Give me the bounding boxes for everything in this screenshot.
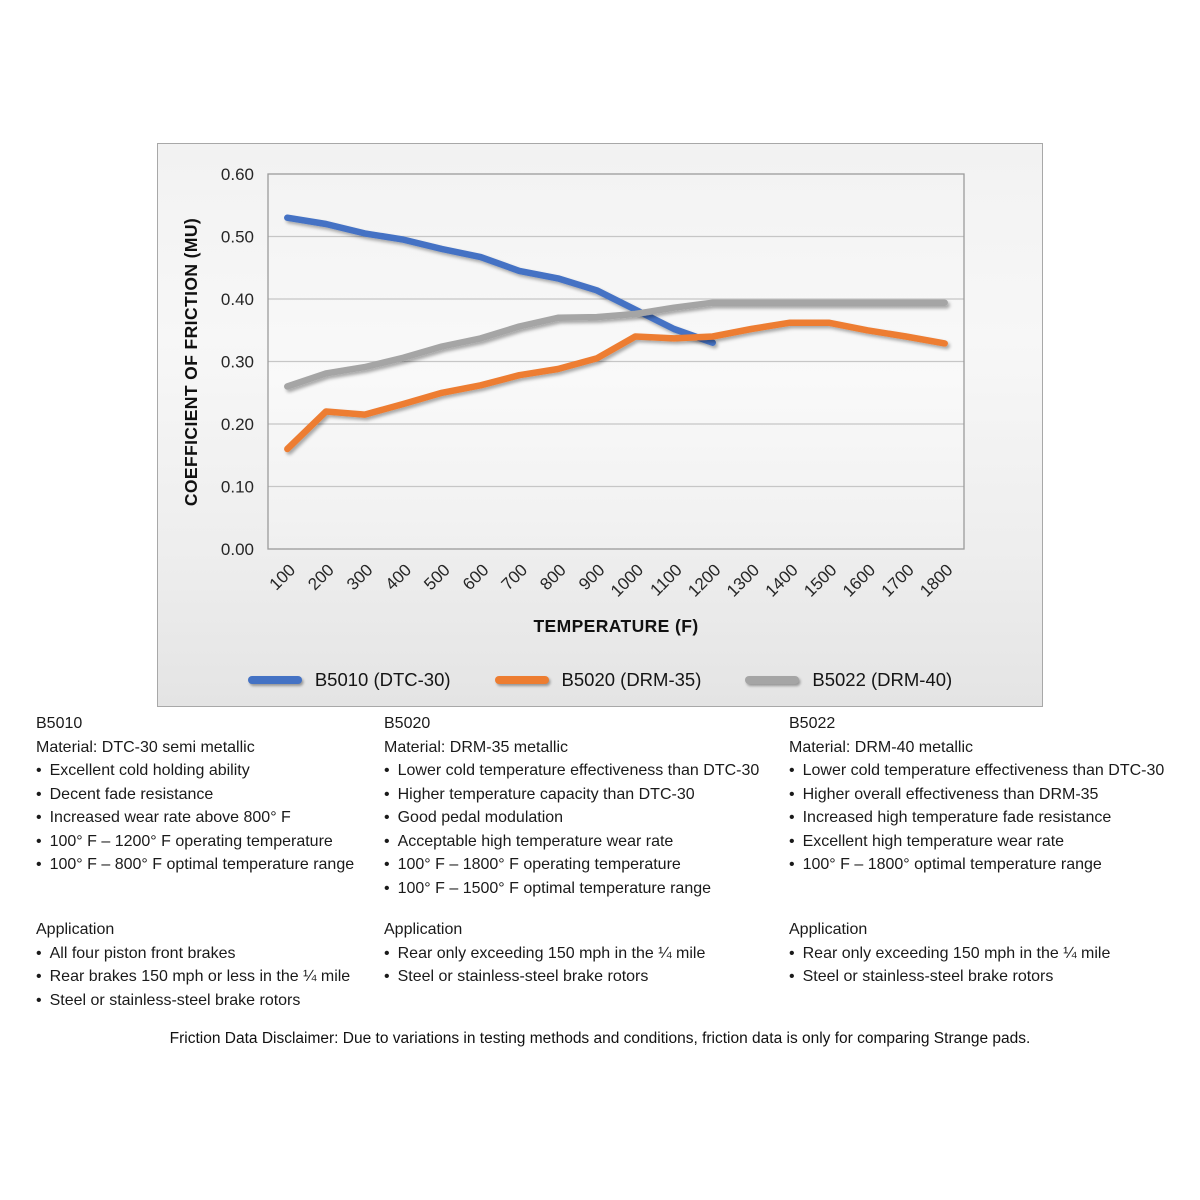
- bullet-item: • Higher temperature capacity than DTC-30: [384, 783, 776, 807]
- legend-label: B5020 (DRM-35): [561, 669, 702, 690]
- bullet-item: • Increased wear rate above 800° F: [36, 806, 371, 830]
- legend-item-b5020: [495, 669, 702, 691]
- legend-item-b5010: [248, 669, 451, 691]
- spec-column-b5022: [789, 712, 1189, 985]
- bullet-item: • Lower cold temperature effectiveness than DTC-30: [384, 759, 776, 783]
- bullet-item: • Acceptable high temperature wear rate: [384, 830, 776, 854]
- product-code: B5010: [36, 715, 83, 732]
- spec-column-b5020: [384, 712, 776, 985]
- legend-swatch-b5022: [745, 676, 799, 684]
- application-title: Application: [36, 921, 115, 938]
- feature-list: [384, 759, 776, 900]
- x-axis-tick-labels: [266, 560, 957, 600]
- svg-text:1300: 1300: [722, 560, 764, 601]
- svg-text:1700: 1700: [877, 560, 918, 601]
- bullet-item: • Steel or stainless-steel brake rotors: [384, 965, 776, 989]
- svg-text:0.10: 0.10: [220, 477, 254, 497]
- svg-text:100: 100: [265, 560, 300, 594]
- application-block: [789, 918, 1189, 989]
- svg-text:0.40: 0.40: [220, 290, 254, 309]
- legend-item-b5022: [745, 669, 952, 691]
- svg-text:0.30: 0.30: [220, 352, 254, 372]
- y-axis-tick-labels: [221, 165, 254, 559]
- material-line: Material: DRM-35 metallic: [384, 738, 569, 756]
- svg-text:400: 400: [381, 560, 416, 594]
- svg-text:0.00: 0.00: [220, 540, 254, 559]
- feature-list: [789, 759, 1189, 877]
- bullet-item: • Steel or stainless-steel brake rotors: [789, 965, 1189, 989]
- application-title: Application: [384, 921, 463, 938]
- chart-legend: [158, 669, 1042, 691]
- svg-text:700: 700: [497, 560, 532, 594]
- bullet-item: • Steel or stainless-steel brake rotors: [36, 989, 371, 1013]
- bullet-item: • All four piston front brakes: [36, 942, 371, 966]
- application-list: [789, 942, 1189, 989]
- svg-text:1600: 1600: [838, 560, 880, 601]
- spec-column-b5010: [36, 712, 371, 1009]
- friction-chart-panel: [157, 143, 1043, 707]
- bullet-item: • Good pedal modulation: [384, 806, 776, 830]
- bullet-item: • 100° F – 1200° F operating temperature: [36, 830, 371, 854]
- svg-text:600: 600: [458, 560, 493, 594]
- bullet-item: • 100° F – 1500° F optimal temperature range: [384, 877, 776, 901]
- bullet-item: • Higher overall effectiveness than DRM-35: [789, 783, 1189, 807]
- svg-text:500: 500: [420, 560, 454, 594]
- svg-text:1400: 1400: [761, 560, 802, 601]
- legend-label: B5022 (DRM-40): [812, 669, 953, 690]
- svg-text:200: 200: [304, 560, 338, 594]
- bullet-item: • Increased high temperature fade resistance: [789, 806, 1189, 830]
- application-block: [36, 918, 371, 1012]
- svg-text:300: 300: [342, 560, 377, 594]
- bullet-item: • Rear only exceeding 150 mph in the ¼ mile: [384, 942, 776, 966]
- svg-text:1000: 1000: [606, 560, 648, 601]
- feature-list: [36, 759, 371, 877]
- legend-swatch-b5010: [248, 676, 302, 684]
- material-line: Material: DTC-30 semi metallic: [36, 738, 255, 756]
- bullet-item: • Excellent high temperature wear rate: [789, 830, 1189, 854]
- bullet-item: • Rear brakes 150 mph or less in the ¼ mile: [36, 965, 371, 989]
- product-code: B5022: [789, 715, 836, 732]
- friction-data-disclaimer: Friction Data Disclaimer: Due to variations in testing methods and conditions, friction data is only for comparing Strange pads.: [169, 1030, 1031, 1047]
- svg-text:800: 800: [536, 560, 570, 594]
- bullet-item: • 100° F – 800° F optimal temperature range: [36, 853, 371, 877]
- svg-text:1800: 1800: [916, 560, 957, 601]
- svg-text:0.20: 0.20: [220, 415, 254, 434]
- application-list: [36, 942, 371, 1013]
- bullet-item: • 100° F – 1800° F operating temperature: [384, 853, 776, 877]
- bullet-item: • Lower cold temperature effectiveness than DTC-30: [789, 759, 1189, 783]
- legend-swatch-b5020: [495, 676, 549, 684]
- application-title: Application: [789, 921, 868, 938]
- application-block: [384, 918, 776, 989]
- material-line: Material: DRM-40 metallic: [789, 738, 974, 756]
- svg-text:0.50: 0.50: [220, 227, 254, 247]
- bullet-item: • 100° F – 1800° optimal temperature range: [789, 853, 1189, 877]
- svg-text:900: 900: [574, 560, 609, 594]
- legend-label: B5010 (DTC-30): [314, 669, 451, 690]
- product-code: B5020: [384, 715, 431, 732]
- svg-text:1500: 1500: [800, 560, 841, 601]
- x-axis-title: TEMPERATURE (F): [533, 616, 699, 636]
- svg-text:1100: 1100: [646, 560, 686, 600]
- svg-text:0.60: 0.60: [220, 165, 254, 184]
- bullet-item: • Rear only exceeding 150 mph in the ¼ mile: [789, 942, 1189, 966]
- bullet-item: • Excellent cold holding ability: [36, 759, 371, 783]
- application-list: [384, 942, 776, 989]
- bullet-item: • Decent fade resistance: [36, 783, 371, 807]
- svg-text:1200: 1200: [684, 560, 725, 601]
- y-axis-title: COEFFICIENT OF FRICTION (MU): [181, 217, 201, 507]
